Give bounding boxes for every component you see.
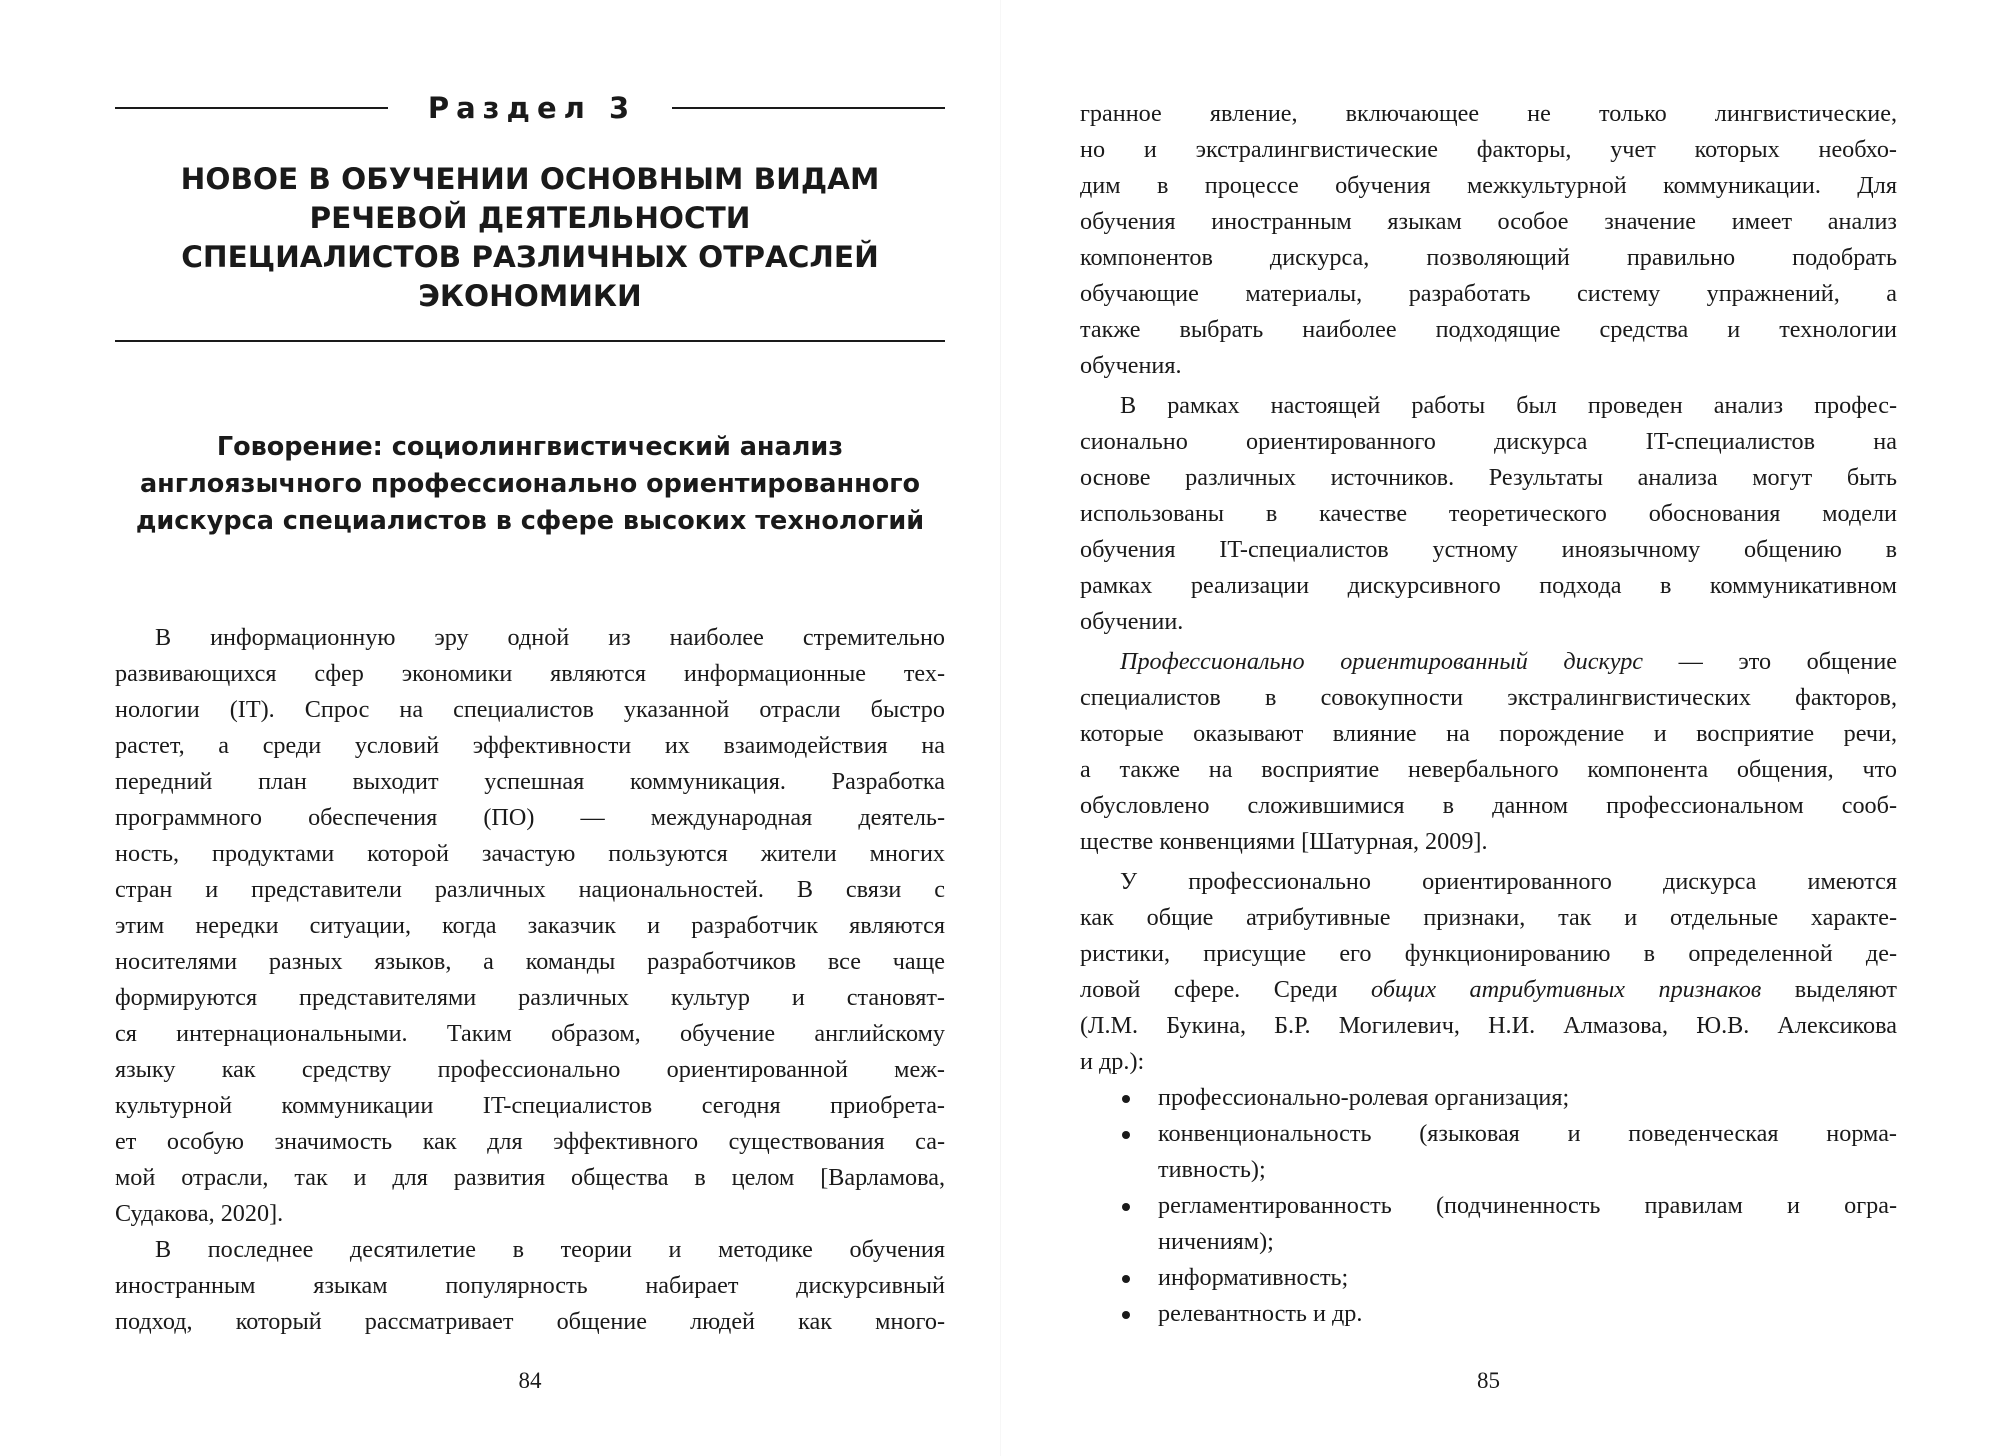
text-line bbox=[1080, 972, 1897, 1008]
text-line: ничениям); bbox=[1158, 1228, 1274, 1255]
left-page bbox=[115, 0, 945, 1456]
text-line: рамках реализации дискурсивного подхода в коммуникативном bbox=[1080, 572, 1897, 599]
text-line: гранное явление, включающее не только лингвистические, bbox=[1080, 100, 1897, 127]
text-line: основе различных источников. Результаты анализа могут быть bbox=[1080, 464, 1897, 491]
text-line: ет особую значимость как для эффективного существования са- bbox=[115, 1128, 945, 1155]
paragraph bbox=[1080, 864, 1897, 1080]
paragraph bbox=[1080, 96, 1897, 384]
bullet-icon bbox=[1122, 1275, 1130, 1283]
article-title bbox=[115, 429, 945, 540]
text-line: У профессионально ориентированного дискурса имеются bbox=[1120, 868, 1897, 895]
text-line: ристики, присущие его функционированию в определенной де- bbox=[1080, 940, 1897, 967]
article-title-line: Говорение: социолингвистический анализ bbox=[216, 432, 844, 462]
text-line: нологии (IT). Спрос на специалистов указанной отрасли быстро bbox=[115, 696, 945, 723]
text-line: передний план выходит успешная коммуникация. Разработка bbox=[115, 768, 945, 795]
chapter-title-rule bbox=[115, 340, 945, 342]
text-line: ность, продуктами которой зачастую пользуются жители многих bbox=[115, 840, 945, 867]
text-line: ся интернациональными. Таким образом, обучение английскому bbox=[115, 1020, 945, 1047]
text-fragment: — это общение bbox=[1643, 648, 1897, 675]
text-line: как общие атрибутивные признаки, так и отдельные характе- bbox=[1080, 904, 1897, 931]
text-line: обучающие материалы, разработать систему упражнений, а bbox=[1080, 280, 1897, 307]
text-line: программного обеспечения (ПО) — международная деятель- bbox=[115, 804, 945, 831]
text-line: В информационную эру одной из наиболее стремительно bbox=[155, 624, 945, 651]
right-body-text bbox=[1080, 96, 1897, 1332]
text-line: (Л.М. Букина, Б.Р. Могилевич, Н.И. Алмазова, Ю.В. Алексикова bbox=[1080, 1012, 1897, 1039]
book-gutter bbox=[1000, 0, 1001, 1456]
bullet-icon bbox=[1122, 1203, 1130, 1211]
chapter-title bbox=[115, 160, 945, 316]
emphasized-term: общих атрибутивных признаков bbox=[1371, 976, 1762, 1003]
paragraph bbox=[115, 620, 945, 1232]
text-line: специалистов в совокупности экстралингвистических факторов, bbox=[1080, 684, 1897, 711]
right-page bbox=[1080, 0, 1897, 1456]
text-line: информативность; bbox=[1158, 1264, 1349, 1291]
page-number: 84 bbox=[518, 1368, 542, 1393]
article-title-line: англоязычного профессионально ориентированного bbox=[139, 469, 921, 499]
chapter-title-line: СПЕЦИАЛИСТОВ РАЗЛИЧНЫХ ОТРАСЛЕЙ bbox=[181, 240, 879, 274]
text-line: этим нередки ситуации, когда заказчик и разработчик являются bbox=[115, 912, 945, 939]
text-line: языку как средству профессионально ориентированной меж- bbox=[115, 1056, 945, 1083]
left-body-text bbox=[115, 620, 945, 1340]
chapter-title-line: ЭКОНОМИКИ bbox=[418, 279, 642, 313]
text-line: обучения. bbox=[1080, 352, 1182, 379]
list-item bbox=[1080, 1080, 1897, 1116]
paragraph bbox=[115, 1232, 945, 1340]
text-line: которые оказывают влияние на порождение и восприятие речи, bbox=[1080, 720, 1897, 747]
emphasized-term: Профессионально ориентированный дискурс bbox=[1120, 648, 1644, 675]
text-line: стран и представители различных национальностей. В связи с bbox=[115, 876, 945, 903]
list-item bbox=[1080, 1260, 1897, 1296]
page-number: 85 bbox=[1477, 1368, 1500, 1393]
section-header bbox=[115, 88, 945, 128]
text-fragment: ловой сфере. Среди bbox=[1080, 976, 1372, 1003]
text-line: мой отрасли, так и для развития общества в целом [Варламова, bbox=[115, 1164, 945, 1191]
text-line: развивающихся сфер экономики являются информационные тех- bbox=[115, 660, 945, 687]
text-line: Судакова, 2020]. bbox=[115, 1200, 284, 1227]
list-item bbox=[1080, 1116, 1897, 1188]
chapter-title-line: НОВОЕ В ОБУЧЕНИИ ОСНОВНЫМ ВИДАМ bbox=[180, 162, 880, 196]
text-fragment: выделяют bbox=[1761, 976, 1897, 1003]
text-line: и др.): bbox=[1080, 1048, 1145, 1075]
text-line: релевантность и др. bbox=[1158, 1300, 1363, 1327]
bullet-icon bbox=[1122, 1131, 1130, 1139]
text-line: но и экстралингвистические факторы, учет которых необхо- bbox=[1080, 136, 1897, 163]
text-line: ществе конвенциями [Шатурная, 2009]. bbox=[1080, 828, 1488, 855]
text-line: В рамках настоящей работы был проведен анализ профес- bbox=[1120, 392, 1897, 419]
section-rule-right bbox=[672, 107, 945, 109]
bullet-icon bbox=[1122, 1311, 1130, 1319]
text-line: компонентов дискурса, позволяющий правильно подобрать bbox=[1080, 244, 1897, 271]
text-line: дим в процессе обучения межкультурной коммуникации. Для bbox=[1080, 172, 1897, 199]
list-item bbox=[1080, 1296, 1897, 1332]
attribute-list bbox=[1080, 1080, 1897, 1332]
text-line: культурной коммуникации IT-специалистов сегодня приобрета- bbox=[115, 1092, 945, 1119]
text-line: иностранным языкам популярность набирает дискурсивный bbox=[115, 1272, 945, 1299]
text-line: обучения иностранным языкам особое значение имеет анализ bbox=[1080, 208, 1897, 235]
article-title-line: дискурса специалистов в сфере высоких технологий bbox=[135, 506, 925, 536]
text-line: обусловлено сложившимися в данном профессиональном сооб- bbox=[1080, 792, 1897, 819]
section-label: Раздел 3 bbox=[427, 91, 637, 125]
paragraph bbox=[1080, 644, 1897, 860]
text-line: также выбрать наиболее подходящие средства и технологии bbox=[1080, 316, 1897, 343]
text-line: сионально ориентированного дискурса IT-специалистов на bbox=[1080, 428, 1897, 455]
chapter-title-line: РЕЧЕВОЙ ДЕЯТЕЛЬНОСТИ bbox=[309, 201, 751, 235]
text-line: а также на восприятие невербального компонента общения, что bbox=[1080, 756, 1897, 783]
text-line: профессионально-ролевая организация; bbox=[1158, 1084, 1570, 1111]
text-line: носителями разных языков, а команды разработчиков все чаще bbox=[115, 948, 945, 975]
text-line: подход, который рассматривает общение людей как много- bbox=[115, 1308, 945, 1335]
text-line: обучения IT-специалистов устному иноязычному общению в bbox=[1080, 536, 1897, 563]
text-line: В последнее десятилетие в теории и методике обучения bbox=[155, 1236, 945, 1263]
bullet-icon bbox=[1122, 1095, 1130, 1103]
text-line: регламентированность (подчиненность правилам и огра- bbox=[1158, 1192, 1897, 1219]
text-line: обучении. bbox=[1080, 608, 1184, 635]
paragraph bbox=[1080, 388, 1897, 640]
list-item bbox=[1080, 1188, 1897, 1260]
text-line: использованы в качестве теоретического обоснования модели bbox=[1080, 500, 1897, 527]
text-line bbox=[1080, 644, 1897, 680]
text-line: конвенциональность (языковая и поведенческая норма- bbox=[1158, 1120, 1897, 1147]
text-line: тивность); bbox=[1158, 1156, 1266, 1183]
text-line: формируются представителями различных культур и становят- bbox=[115, 984, 945, 1011]
section-rule-left bbox=[115, 107, 388, 109]
text-line: растет, а среди условий эффективности их взаимодействия на bbox=[115, 732, 945, 759]
